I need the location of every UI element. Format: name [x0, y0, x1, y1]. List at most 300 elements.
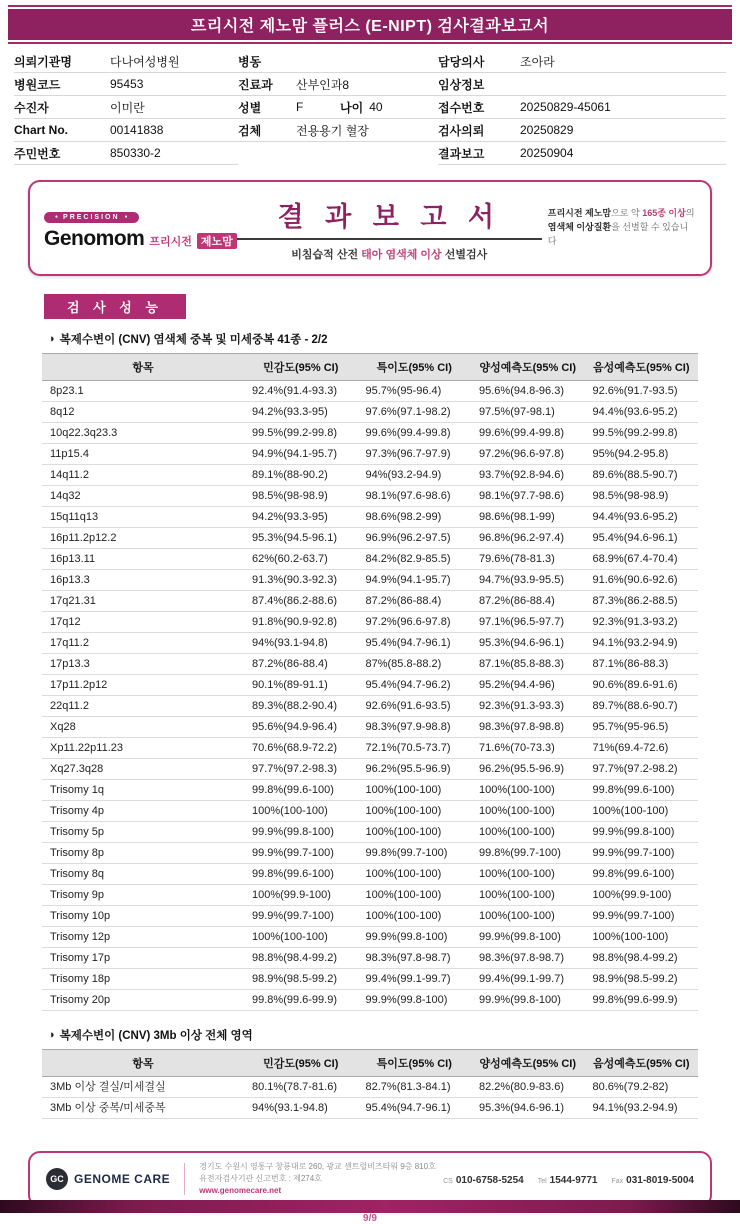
patient-info-column-3: [438, 50, 726, 165]
cell-value: 99.8%(99.6-100): [244, 780, 358, 801]
info-value: 이미란: [110, 100, 145, 115]
info-value: 850330-2: [110, 146, 161, 160]
table-row: [42, 822, 698, 843]
table-row: [42, 549, 698, 570]
cell-value: 95.4%(94.7-96.1): [358, 1098, 472, 1119]
cell-value: 99.8%(99.7-100): [471, 843, 585, 864]
patient-info-column-1: [14, 50, 238, 165]
cs-number: 010-6758-5254: [455, 1175, 524, 1186]
patient-info-row: [438, 96, 726, 119]
cell-value: 95.3%(94.5-96.1): [244, 528, 358, 549]
info-label: 검체: [238, 123, 262, 138]
cell-value: 95.6%(94.8-96.3): [471, 381, 585, 402]
cs-label: CS: [443, 1178, 453, 1185]
cell-item-name: 16p11.2p12.2: [42, 528, 244, 549]
cell-value: 99.8%(99.6-100): [244, 864, 358, 885]
info-value: 20250829-45061: [520, 100, 611, 114]
cell-value: 100%(100-100): [358, 801, 472, 822]
cell-value: 71%(69.4-72.6): [585, 738, 699, 759]
cell-value: 100%(100-100): [471, 780, 585, 801]
side-brand: 프리시전 제노맘: [547, 208, 612, 219]
info-value: 40: [369, 100, 383, 114]
cell-value: 95.7%(95-96.5): [585, 717, 699, 738]
cell-item-name: Trisomy 8p: [42, 843, 244, 864]
footer-address: 경기도 수원시 영통구 창룡대로 260, 광교 센트럴비즈타워 9층 810호: [199, 1162, 436, 1171]
cell-value: 99.6%(99.4-99.8): [358, 423, 472, 444]
cell-value: 94.4%(93.6-95.2): [585, 402, 699, 423]
cell-item-name: Trisomy 10p: [42, 906, 244, 927]
cell-value: 99.9%(99.8-100): [358, 990, 472, 1011]
cell-value: 99.9%(99.8-100): [358, 927, 472, 948]
page-number: 9/9: [363, 1213, 377, 1224]
cell-value: 100%(100-100): [471, 822, 585, 843]
column-header: 민감도(95% CI): [244, 1050, 358, 1077]
table-row: [42, 591, 698, 612]
cell-value: 100%(100-100): [244, 801, 358, 822]
cell-item-name: 17p13.3: [42, 654, 244, 675]
patient-info-row: [238, 119, 438, 142]
cell-item-name: Trisomy 4p: [42, 801, 244, 822]
cell-value: 94.4%(93.6-95.2): [585, 507, 699, 528]
cell-item-name: 8q12: [42, 402, 244, 423]
patient-info-row: [438, 119, 726, 142]
cell-value: 97.7%(97.2-98.2): [585, 759, 699, 780]
cell-value: 92.4%(91.4-93.3): [244, 381, 358, 402]
patient-info-row: [438, 73, 726, 96]
cell-value: 99.4%(99.1-99.7): [471, 969, 585, 990]
patient-info-column-2: [238, 50, 438, 165]
cell-value: 100%(100-100): [358, 822, 472, 843]
cell-value: 68.9%(67.4-70.4): [585, 549, 699, 570]
genome-care-logo: [46, 1168, 170, 1190]
cell-value: 100%(100-100): [471, 906, 585, 927]
cell-value: 98.5%(98-98.9): [585, 486, 699, 507]
cnv-3mb-region-performance-table: [42, 1049, 698, 1119]
cell-value: 91.8%(90.9-92.8): [244, 612, 358, 633]
footer-license: 유전자검사기관 신고번호 : 제274호: [199, 1174, 322, 1183]
cell-item-name: 17q12: [42, 612, 244, 633]
cell-value: 98.3%(97.8-98.7): [358, 948, 472, 969]
column-header: 음성예측도(95% CI): [585, 354, 699, 381]
table-row: [42, 465, 698, 486]
cell-value: 94.9%(94.1-95.7): [244, 444, 358, 465]
table-row: [42, 843, 698, 864]
genome-care-mark-icon: GC: [46, 1168, 68, 1190]
cell-value: 95.3%(94.6-96.1): [471, 1098, 585, 1119]
dot-icon: ●: [55, 214, 59, 220]
cell-value: 95.6%(94.9-96.4): [244, 717, 358, 738]
cell-value: 100%(100-100): [358, 885, 472, 906]
cell-value: 82.7%(81.3-84.1): [358, 1077, 472, 1098]
cell-value: 97.5%(97-98.1): [471, 402, 585, 423]
cell-value: 99.5%(99.2-99.8): [244, 423, 358, 444]
cell-value: 95.4%(94.7-96.1): [358, 633, 472, 654]
cell-item-name: 3Mb 이상 결실/미세결실: [42, 1077, 244, 1098]
cell-value: 94%(93.1-94.8): [244, 633, 358, 654]
footer-address-block: [199, 1161, 443, 1197]
table-row: [42, 885, 698, 906]
cell-value: 100%(100-100): [358, 780, 472, 801]
cell-value: 100%(100-100): [471, 801, 585, 822]
cell-value: 96.9%(96.2-97.5): [358, 528, 472, 549]
table1-caption: [48, 331, 740, 347]
footer-company-box: [28, 1151, 712, 1207]
brand-korean-a: 프리시전: [149, 236, 192, 248]
info-value: 95453: [110, 77, 144, 91]
fax-label: Fax: [611, 1178, 624, 1185]
cell-value: 99.9%(99.8-100): [471, 990, 585, 1011]
cell-value: 96.8%(96.2-97.4): [471, 528, 585, 549]
cell-value: 99.5%(99.2-99.8): [585, 423, 699, 444]
table-row: [42, 906, 698, 927]
cell-value: 99.9%(99.8-100): [244, 822, 358, 843]
info-value: 20250904: [520, 146, 574, 160]
genome-care-name: GENOME CARE: [74, 1172, 171, 1186]
cell-item-name: 14q11.2: [42, 465, 244, 486]
table-row: [42, 402, 698, 423]
cell-value: 92.3%(91.3-93.3): [471, 696, 585, 717]
cell-value: 100%(100-100): [471, 864, 585, 885]
footer-cs: [443, 1170, 524, 1188]
cell-value: 94.2%(93.3-95): [244, 507, 358, 528]
cell-value: 87.2%(86-88.4): [358, 591, 472, 612]
cell-value: 93.7%(92.8-94.6): [471, 465, 585, 486]
side-text-e: 염색체 이상질환: [547, 222, 612, 233]
cell-value: 94.1%(93.2-94.9): [585, 1098, 699, 1119]
patient-info-row: [238, 50, 438, 73]
table-row: [42, 801, 698, 822]
cell-value: 98.9%(98.5-99.2): [585, 969, 699, 990]
info-value: 전용용기 혈장: [296, 123, 369, 138]
column-header: 항목: [42, 1050, 244, 1077]
cell-item-name: 11p15.4: [42, 444, 244, 465]
cell-value: 97.2%(96.6-97.8): [471, 444, 585, 465]
cell-value: 100%(99.9-100): [244, 885, 358, 906]
footer-divider: [184, 1163, 185, 1195]
tel-number: 1544-9771: [549, 1175, 598, 1186]
cell-value: 89.3%(88.2-90.4): [244, 696, 358, 717]
cell-item-name: 14q32: [42, 486, 244, 507]
page-title: 프리시전 제노맘 플러스 (E-NIPT) 검사결과보고서: [8, 9, 732, 40]
cell-value: 98.1%(97.7-98.6): [471, 486, 585, 507]
info-label: 담당의사: [438, 54, 485, 69]
cell-item-name: Trisomy 5p: [42, 822, 244, 843]
info-value: 00141838: [110, 123, 164, 137]
table-row: [42, 423, 698, 444]
info-label: 의뢰기관명: [14, 54, 72, 69]
cell-value: 99.4%(99.1-99.7): [358, 969, 472, 990]
cell-item-name: Trisomy 12p: [42, 927, 244, 948]
cell-value: 98.8%(98.4-99.2): [244, 948, 358, 969]
result-report-title: 결 과 보 고 서: [277, 201, 501, 232]
cell-value: 80.1%(78.7-81.6): [244, 1077, 358, 1098]
table-row: [42, 381, 698, 402]
cell-value: 95.4%(94.6-96.1): [585, 528, 699, 549]
cell-value: 99.8%(99.6-99.9): [244, 990, 358, 1011]
cell-value: 89.7%(88.6-90.7): [585, 696, 699, 717]
footer-fax: [611, 1170, 694, 1188]
patient-info-row: [14, 50, 238, 73]
cell-value: 87.2%(86-88.4): [471, 591, 585, 612]
precision-pill-label: PRECISION: [63, 213, 120, 221]
genomom-logo: [44, 205, 237, 251]
cell-value: 95%(94.2-95.8): [585, 444, 699, 465]
info-label: 임상정보: [438, 77, 485, 92]
cell-value: 94%(93.1-94.8): [244, 1098, 358, 1119]
cell-item-name: Trisomy 18p: [42, 969, 244, 990]
table-row: [42, 927, 698, 948]
cell-value: 95.3%(94.6-96.1): [471, 633, 585, 654]
cell-item-name: 22q11.2: [42, 696, 244, 717]
cell-item-name: 17q11.2: [42, 633, 244, 654]
result-title-block: [237, 195, 542, 262]
side-highlight: 165종 이상: [642, 208, 686, 219]
cell-value: 99.9%(99.8-100): [471, 927, 585, 948]
cell-value: 71.6%(70-73.3): [471, 738, 585, 759]
column-header: 민감도(95% CI): [244, 354, 358, 381]
table-row: [42, 633, 698, 654]
cell-value: 99.8%(99.6-99.9): [585, 990, 699, 1011]
cell-item-name: Trisomy 9p: [42, 885, 244, 906]
cell-value: 99.9%(99.7-100): [244, 843, 358, 864]
info-label: 검사의뢰: [438, 123, 485, 138]
banner-side-note: [542, 207, 696, 249]
info-label: 나이: [340, 100, 364, 115]
info-label: 병동: [238, 54, 262, 69]
patient-info-section: [14, 50, 726, 165]
column-header: 특이도(95% CI): [358, 354, 472, 381]
cell-value: 95.7%(95-96.4): [358, 381, 472, 402]
cell-item-name: 17q21.31: [42, 591, 244, 612]
cell-value: 80.6%(79.2-82): [585, 1077, 699, 1098]
table-row: [42, 948, 698, 969]
cell-item-name: Xq28: [42, 717, 244, 738]
cell-value: 98.5%(98-98.9): [244, 486, 358, 507]
info-label: 진료과: [238, 77, 273, 92]
table-row: [42, 990, 698, 1011]
cell-value: 62%(60.2-63.7): [244, 549, 358, 570]
cell-item-name: 8p23.1: [42, 381, 244, 402]
table-row: [42, 717, 698, 738]
cell-value: 98.9%(98.5-99.2): [244, 969, 358, 990]
info-label: 접수번호: [438, 100, 485, 115]
cell-value: 98.6%(98.2-99): [358, 507, 472, 528]
subtitle-part-a: 비침습적 산전: [291, 248, 362, 261]
cell-value: 98.1%(97.6-98.6): [358, 486, 472, 507]
info-value: 다나여성병원: [110, 54, 180, 69]
cell-value: 70.6%(68.9-72.2): [244, 738, 358, 759]
cell-value: 99.9%(99.7-100): [244, 906, 358, 927]
info-value: 산부인과8: [296, 77, 350, 92]
patient-info-row: [438, 142, 726, 165]
patient-info-row: [14, 142, 238, 165]
cell-value: 99.6%(99.4-99.8): [471, 423, 585, 444]
table-row: [42, 507, 698, 528]
table-row: [42, 675, 698, 696]
cell-value: 92.3%(91.3-93.2): [585, 612, 699, 633]
cell-value: 100%(100-100): [358, 864, 472, 885]
info-value: 조아라: [520, 54, 555, 69]
patient-info-row: [14, 119, 238, 142]
cell-value: 100%(100-100): [585, 927, 699, 948]
cell-item-name: Trisomy 1q: [42, 780, 244, 801]
cell-value: 94.2%(93.3-95): [244, 402, 358, 423]
cell-value: 92.6%(91.7-93.5): [585, 381, 699, 402]
column-header: 음성예측도(95% CI): [585, 1050, 699, 1077]
table-header-row: [42, 354, 698, 381]
precision-pill: [44, 212, 139, 223]
patient-info-row: [438, 50, 726, 73]
cell-value: 72.1%(70.5-73.7): [358, 738, 472, 759]
cell-item-name: Trisomy 8q: [42, 864, 244, 885]
cell-value: 97.2%(96.6-97.8): [358, 612, 472, 633]
cell-value: 87%(85.8-88.2): [358, 654, 472, 675]
cell-value: 82.2%(80.9-83.6): [471, 1077, 585, 1098]
cell-value: 91.3%(90.3-92.3): [244, 570, 358, 591]
cell-value: 97.6%(97.1-98.2): [358, 402, 472, 423]
cell-value: 89.6%(88.5-90.7): [585, 465, 699, 486]
table2-caption-text: 복제수변이 (CNV) 3Mb 이상 전체 영역: [59, 1030, 253, 1042]
cell-item-name: 17p11.2p12: [42, 675, 244, 696]
patient-info-row: [238, 96, 438, 119]
info-label: 병원코드: [14, 77, 61, 92]
cell-value: 100%(100-100): [471, 885, 585, 906]
cell-value: 98.3%(97.9-98.8): [358, 717, 472, 738]
result-report-subtitle: [237, 246, 542, 262]
cell-value: 99.8%(99.6-100): [585, 864, 699, 885]
column-header: 양성예측도(95% CI): [471, 354, 585, 381]
table-row: [42, 1077, 698, 1098]
column-header: 항목: [42, 354, 244, 381]
cell-value: 99.9%(99.7-100): [585, 906, 699, 927]
table-header-row: [42, 1050, 698, 1077]
table-row: [42, 1098, 698, 1119]
cell-value: 92.6%(91.6-93.5): [358, 696, 472, 717]
cell-value: 87.1%(85.8-88.3): [471, 654, 585, 675]
cell-value: 100%(100-100): [244, 927, 358, 948]
cnv-duplication-performance-table: [42, 353, 698, 1011]
cell-value: 97.3%(96.7-97.9): [358, 444, 472, 465]
cell-item-name: 15q11q13: [42, 507, 244, 528]
cell-value: 94.9%(94.1-95.7): [358, 570, 472, 591]
table-row: [42, 528, 698, 549]
table2-caption: [48, 1027, 740, 1043]
cell-value: 98.8%(98.4-99.2): [585, 948, 699, 969]
cell-value: 99.9%(99.7-100): [585, 843, 699, 864]
info-label: 결과보고: [438, 146, 485, 161]
cell-value: 94%(93.2-94.9): [358, 465, 472, 486]
cell-value: 99.8%(99.7-100): [358, 843, 472, 864]
cell-item-name: 16p13.11: [42, 549, 244, 570]
table-row: [42, 696, 698, 717]
cell-item-name: Trisomy 17p: [42, 948, 244, 969]
cell-item-name: Trisomy 20p: [42, 990, 244, 1011]
cell-item-name: Xp11.22p11.23: [42, 738, 244, 759]
cell-value: 98.3%(97.8-98.7): [471, 948, 585, 969]
cell-value: 95.4%(94.7-96.2): [358, 675, 472, 696]
footer-website-link[interactable]: www.genomecare.net: [199, 1186, 282, 1195]
patient-info-row: [238, 73, 438, 96]
section-badge-test-performance: 검 사 성 능: [44, 294, 186, 319]
info-label: Chart No.: [14, 123, 68, 137]
bottom-accent-bar: [0, 1200, 740, 1213]
table-row: [42, 612, 698, 633]
tel-label: Tel: [537, 1178, 547, 1185]
column-header: 특이도(95% CI): [358, 1050, 472, 1077]
patient-info-row: [14, 96, 238, 119]
title-underline: [237, 238, 542, 240]
table-row: [42, 738, 698, 759]
cell-item-name: Xq27.3q28: [42, 759, 244, 780]
brand-line: [44, 227, 237, 251]
cell-value: 95.2%(94.4-96): [471, 675, 585, 696]
subtitle-part-c: 선별검사: [441, 248, 488, 261]
cell-value: 94.1%(93.2-94.9): [585, 633, 699, 654]
cell-value: 100%(99.9-100): [585, 885, 699, 906]
cell-value: 99.9%(99.8-100): [585, 822, 699, 843]
cell-value: 97.7%(97.2-98.3): [244, 759, 358, 780]
cell-value: 99.8%(99.6-100): [585, 780, 699, 801]
table1-caption-text: 복제수변이 (CNV) 염색체 중복 및 미세중복 41종 - 2/2: [59, 334, 328, 346]
info-label: 성별: [238, 100, 262, 115]
cell-value: 84.2%(82.9-85.5): [358, 549, 472, 570]
side-text-b: 으로 약: [611, 208, 643, 219]
cell-value: 87.2%(86-88.4): [244, 654, 358, 675]
cell-item-name: 16p13.3: [42, 570, 244, 591]
cell-value: 100%(100-100): [358, 906, 472, 927]
half-circle-icon: ◑: [48, 1029, 55, 1041]
info-value: 20250829: [520, 123, 574, 137]
column-header: 양성예측도(95% CI): [471, 1050, 585, 1077]
cell-value: 97.1%(96.5-97.7): [471, 612, 585, 633]
cell-value: 96.2%(95.5-96.9): [471, 759, 585, 780]
brand-name: Genomom: [44, 227, 145, 250]
table-row: [42, 969, 698, 990]
table-row: [42, 864, 698, 885]
result-report-banner: [28, 180, 712, 276]
cell-value: 89.1%(88-90.2): [244, 465, 358, 486]
side-text-d: 의: [685, 208, 695, 219]
cell-value: 91.6%(90.6-92.6): [585, 570, 699, 591]
cell-value: 96.2%(95.5-96.9): [358, 759, 472, 780]
cell-value: 98.6%(98.1-99): [471, 507, 585, 528]
brand-korean-b: 제노맘: [197, 233, 237, 249]
footer-contact-block: [443, 1170, 694, 1188]
info-value: F: [296, 100, 304, 114]
info-label: 주민번호: [14, 146, 61, 161]
subtitle-highlight: 태아 염색체 이상: [361, 248, 442, 261]
cell-value: 94.7%(93.9-95.5): [471, 570, 585, 591]
table-row: [42, 486, 698, 507]
cell-value: 100%(100-100): [585, 801, 699, 822]
table-row: [42, 570, 698, 591]
table-row: [42, 444, 698, 465]
report-header-bar: [8, 5, 732, 44]
table-row: [42, 759, 698, 780]
patient-info-row: [14, 73, 238, 96]
cell-value: 87.3%(86.2-88.5): [585, 591, 699, 612]
half-circle-icon: ◑: [48, 333, 55, 345]
fax-number: 031-8019-5004: [626, 1175, 694, 1186]
dot-icon: ●: [124, 214, 128, 220]
cell-value: 98.3%(97.8-98.8): [471, 717, 585, 738]
cell-value: 87.4%(86.2-88.6): [244, 591, 358, 612]
table-row: [42, 654, 698, 675]
cell-value: 90.1%(89-91.1): [244, 675, 358, 696]
footer-tel: [538, 1170, 598, 1188]
cell-value: 90.6%(89.6-91.6): [585, 675, 699, 696]
table-row: [42, 780, 698, 801]
